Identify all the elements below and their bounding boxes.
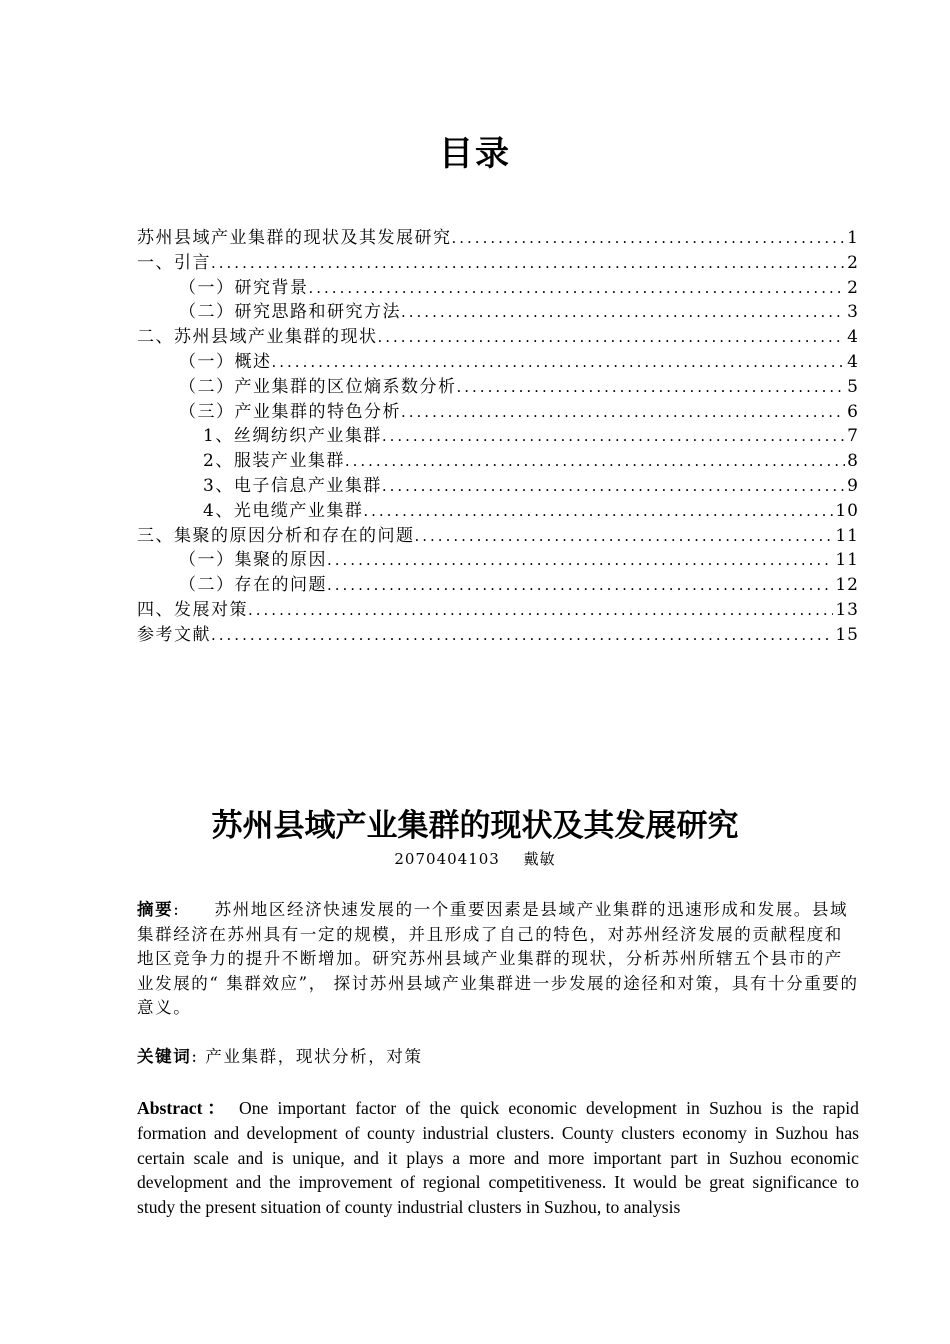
toc-title: 目录 bbox=[439, 134, 511, 174]
toc-entry-page: 4 bbox=[847, 351, 859, 372]
toc-entry[interactable] bbox=[137, 251, 859, 276]
toc-dot-leader bbox=[415, 524, 834, 549]
toc-entry[interactable] bbox=[137, 623, 859, 648]
toc-entry[interactable] bbox=[137, 400, 859, 425]
toc-dot-leader bbox=[457, 375, 846, 400]
toc-entry[interactable] bbox=[137, 474, 859, 499]
toc-dot-leader bbox=[452, 226, 846, 251]
paper-title: 苏州县域产业集群的现状及其发展研究 bbox=[211, 808, 739, 844]
toc-dot-leader bbox=[382, 474, 845, 499]
toc-dot-leader bbox=[378, 325, 846, 350]
toc-entry-page: 9 bbox=[847, 475, 859, 496]
toc-entry[interactable] bbox=[137, 524, 859, 549]
toc-entry[interactable] bbox=[137, 325, 859, 350]
toc-entry-page: 3 bbox=[847, 302, 859, 323]
toc-entry-label: 4、光电缆产业集群 bbox=[203, 500, 364, 521]
abstract-zh-body: 苏州地区经济快速发展的一个重要因素是县域产业集群的迅速形成和发展。县域集群经济在苏州具有一定的规模，并且形成了自己的特色，对苏州经济发展的贡献程度和地区竞争力的提升不断增加。研究苏州县域产业集群的现状，分析苏州所辖五个县市的产业发展的“ 集群效应”， 探讨苏州县域产业集群进一步发展的途径和对策，具有十分重要的意义。 bbox=[137, 900, 859, 1018]
toc-dot-leader bbox=[248, 598, 833, 623]
toc-dot-leader bbox=[327, 548, 833, 573]
abstract-zh-separator: : bbox=[173, 900, 181, 919]
toc-dot-leader bbox=[211, 623, 833, 648]
toc-entry-page: 2 bbox=[847, 252, 859, 273]
toc-dot-leader bbox=[345, 449, 845, 474]
toc-dot-leader bbox=[363, 499, 833, 524]
toc-entry-label: 参考文献 bbox=[137, 624, 211, 645]
toc-entry-page: 13 bbox=[835, 599, 859, 620]
abstract-en-body: One important factor of the quick economic development in Suzhou is the rapid formation and development of county industrial clusters. County clusters economy in Suzhou has certain scale and is unique, and it plays a more and more important part in Suzhou economic development and the improvement of regional competitiveness. It would be great significance to study the present situation of county industrial clusters in Suzhou, to analysis bbox=[137, 1098, 859, 1218]
chinese-abstract bbox=[137, 898, 859, 1021]
toc-entry-label: 2、服装产业集群 bbox=[203, 451, 345, 472]
toc-entry-page: 5 bbox=[847, 376, 859, 397]
keywords-heading: 关键词 bbox=[137, 1047, 192, 1066]
toc-entry-page: 12 bbox=[835, 575, 859, 596]
author-line: 2070404103 戴敏 bbox=[394, 850, 556, 868]
toc-entry-page: 11 bbox=[835, 525, 859, 546]
toc-dot-leader bbox=[272, 350, 846, 375]
toc-entry[interactable] bbox=[137, 375, 859, 400]
toc-dot-leader bbox=[401, 300, 845, 325]
toc-dot-leader bbox=[211, 251, 845, 276]
toc-entry-label: （二）产业集群的区位熵系数分析 bbox=[179, 376, 457, 397]
english-abstract bbox=[137, 1096, 859, 1220]
toc-entry-label: 四、发展对策 bbox=[137, 599, 248, 620]
toc-entry-label: 一、引言 bbox=[137, 252, 211, 273]
toc-entry-label: （一）集聚的原因 bbox=[179, 550, 327, 571]
toc-entry-label: （一）概述 bbox=[179, 351, 272, 372]
toc-entry-page: 7 bbox=[847, 426, 859, 447]
toc-entry-page: 6 bbox=[847, 401, 859, 422]
toc-entry-label: （二）存在的问题 bbox=[179, 575, 327, 596]
toc-entry-page: 1 bbox=[847, 228, 859, 248]
abstract-en-heading: Abstract： bbox=[137, 1098, 230, 1118]
toc-entry[interactable] bbox=[137, 226, 859, 251]
toc-entry-label: （三）产业集群的特色分析 bbox=[179, 401, 401, 422]
toc-entry[interactable] bbox=[137, 598, 859, 623]
toc-entry-page: 10 bbox=[835, 500, 859, 521]
toc-entry[interactable] bbox=[137, 548, 859, 573]
toc-entry[interactable] bbox=[137, 499, 859, 524]
toc-dot-leader bbox=[401, 400, 845, 425]
toc-entry-label: 三、集聚的原因分析和存在的问题 bbox=[137, 525, 415, 546]
toc-entry[interactable] bbox=[137, 300, 859, 325]
toc-entry-page: 4 bbox=[847, 327, 859, 348]
toc-entry[interactable] bbox=[137, 449, 859, 474]
toc-entry[interactable] bbox=[137, 276, 859, 301]
table-of-contents bbox=[137, 226, 859, 648]
toc-entry[interactable] bbox=[137, 424, 859, 449]
toc-dot-leader bbox=[327, 573, 833, 598]
toc-entry[interactable] bbox=[137, 573, 859, 598]
toc-dot-leader bbox=[309, 276, 846, 301]
toc-entry-label: 苏州县域产业集群的现状及其发展研究 bbox=[137, 228, 452, 248]
toc-entry-label: 二、苏州县域产业集群的现状 bbox=[137, 327, 378, 348]
toc-entry-page: 2 bbox=[847, 277, 859, 298]
toc-entry-page: 11 bbox=[835, 550, 859, 571]
toc-entry-label: 1、丝绸纺织产业集群 bbox=[203, 426, 382, 447]
keywords-body: 产业集群，现状分析，对策 bbox=[205, 1047, 423, 1066]
toc-entry[interactable] bbox=[137, 350, 859, 375]
toc-entry-label: （二）研究思路和研究方法 bbox=[179, 302, 401, 323]
toc-entry-page: 15 bbox=[835, 624, 859, 645]
toc-entry-label: （一）研究背景 bbox=[179, 277, 309, 298]
toc-entry-page: 8 bbox=[847, 451, 859, 472]
keywords-separator: : bbox=[191, 1047, 199, 1066]
toc-dot-leader bbox=[382, 424, 845, 449]
abstract-zh-heading: 摘要 bbox=[137, 900, 174, 919]
keywords bbox=[137, 1045, 859, 1070]
toc-entry-label: 3、电子信息产业集群 bbox=[203, 475, 382, 496]
